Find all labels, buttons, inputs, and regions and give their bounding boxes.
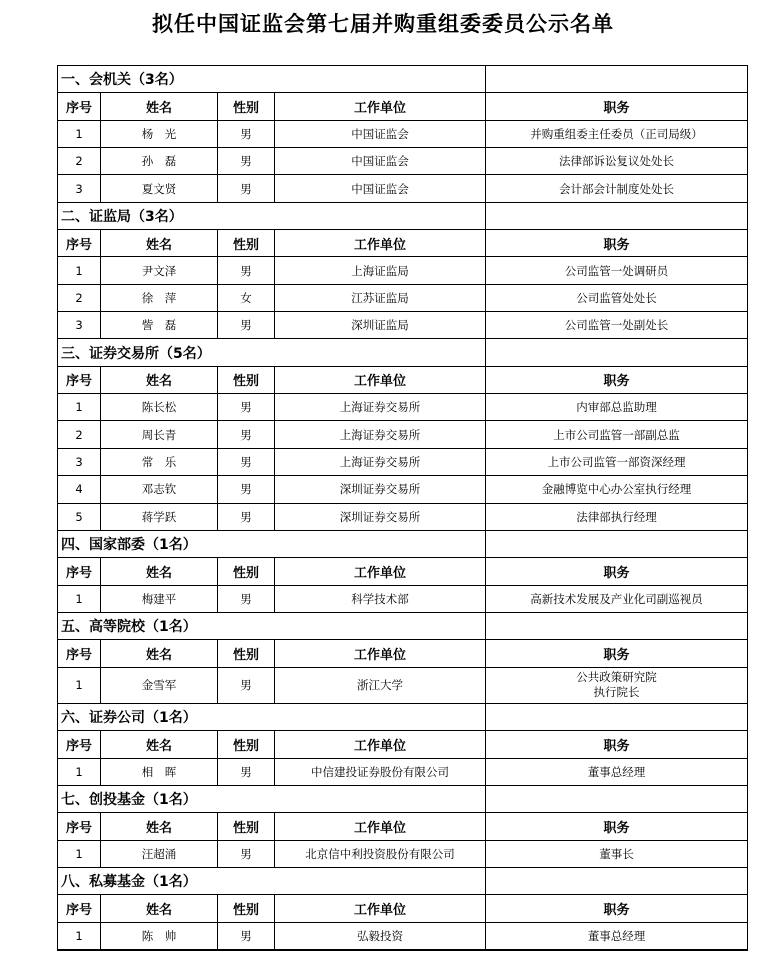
header-gender: 性别	[218, 895, 275, 922]
member-position: 上市公司监管一部资深经理	[486, 448, 748, 475]
member-row	[58, 667, 748, 703]
member-unit: 浙江大学	[275, 667, 486, 703]
member-gender: 男	[218, 120, 275, 147]
header-no: 序号	[58, 731, 101, 758]
section-heading: 二、证监局（3名）	[58, 202, 486, 229]
member-position: 公司监管一处调研员	[486, 257, 748, 284]
column-header-row	[58, 640, 748, 667]
section-heading-row	[58, 867, 748, 894]
column-header-row	[58, 813, 748, 840]
section-heading: 三、证券交易所（5名）	[58, 339, 486, 366]
header-name: 姓名	[101, 366, 218, 393]
member-no: 1	[58, 585, 101, 612]
page-title: 拟任中国证监会第七届并购重组委委员公示名单	[152, 12, 614, 36]
header-name: 姓名	[101, 813, 218, 840]
member-position: 并购重组委主任委员（正司局级）	[486, 120, 748, 147]
member-no: 1	[58, 667, 101, 703]
member-position: 高新技术发展及产业化司副巡视员	[486, 585, 748, 612]
member-name: 訾 磊	[101, 312, 218, 339]
member-position: 上市公司监管一部副总监	[486, 421, 748, 448]
member-row	[58, 476, 748, 503]
member-unit: 中信建投证券股份有限公司	[275, 758, 486, 785]
member-position: 公司监管处处长	[486, 284, 748, 311]
member-gender: 男	[218, 758, 275, 785]
member-unit: 上海证监局	[275, 257, 486, 284]
header-name: 姓名	[101, 558, 218, 585]
section-heading: 五、高等院校（1名）	[58, 612, 486, 639]
header-position: 职务	[486, 731, 748, 758]
member-gender: 男	[218, 421, 275, 448]
member-position: 金融博览中心办公室执行经理	[486, 476, 748, 503]
header-name: 姓名	[101, 93, 218, 120]
section-heading-row	[58, 612, 748, 639]
header-gender: 性别	[218, 640, 275, 667]
member-gender: 男	[218, 503, 275, 530]
member-unit: 科学技术部	[275, 585, 486, 612]
header-unit: 工作单位	[275, 813, 486, 840]
member-row	[58, 120, 748, 147]
header-position: 职务	[486, 230, 748, 257]
member-position-line1: 公共政策研究院	[576, 670, 657, 685]
member-unit: 深圳证券交易所	[275, 503, 486, 530]
member-name: 常 乐	[101, 448, 218, 475]
section-heading: 八、私募基金（1名）	[58, 867, 486, 894]
header-name: 姓名	[101, 895, 218, 922]
member-position: 会计部会计制度处处长	[486, 175, 748, 202]
member-name: 杨 光	[101, 120, 218, 147]
member-gender: 男	[218, 476, 275, 503]
member-name: 蒋学跃	[101, 503, 218, 530]
header-unit: 工作单位	[275, 230, 486, 257]
section-heading-blank	[486, 785, 748, 812]
member-position: 内审部总监助理	[486, 394, 748, 421]
member-name: 陈长松	[101, 394, 218, 421]
member-gender: 男	[218, 175, 275, 202]
member-gender: 男	[218, 667, 275, 703]
section-heading-blank	[486, 867, 748, 894]
member-position: 法律部诉讼复议处处长	[486, 148, 748, 175]
member-unit: 中国证监会	[275, 175, 486, 202]
member-no: 4	[58, 476, 101, 503]
member-no: 1	[58, 840, 101, 867]
member-name: 汪超涌	[101, 840, 218, 867]
member-row	[58, 394, 748, 421]
header-no: 序号	[58, 558, 101, 585]
member-name: 周长青	[101, 421, 218, 448]
header-unit: 工作单位	[275, 558, 486, 585]
member-unit: 中国证监会	[275, 148, 486, 175]
member-gender: 男	[218, 448, 275, 475]
header-unit: 工作单位	[275, 93, 486, 120]
header-position: 职务	[486, 895, 748, 922]
member-no: 1	[58, 120, 101, 147]
section-heading-row	[58, 202, 748, 229]
section-heading: 六、证券公司（1名）	[58, 703, 486, 730]
section-heading-row	[58, 339, 748, 366]
header-position: 职务	[486, 813, 748, 840]
member-name: 梅建平	[101, 585, 218, 612]
section-heading-blank	[486, 339, 748, 366]
section-heading: 一、会机关（3名）	[58, 66, 486, 93]
member-no: 1	[58, 257, 101, 284]
member-row	[58, 922, 748, 949]
member-position: 董事总经理	[486, 922, 748, 949]
column-header-row	[58, 93, 748, 120]
member-unit: 上海证券交易所	[275, 394, 486, 421]
section-heading: 四、国家部委（1名）	[58, 530, 486, 557]
header-no: 序号	[58, 93, 101, 120]
header-unit: 工作单位	[275, 366, 486, 393]
header-no: 序号	[58, 230, 101, 257]
member-position: 法律部执行经理	[486, 503, 748, 530]
header-no: 序号	[58, 895, 101, 922]
member-row	[58, 585, 748, 612]
header-name: 姓名	[101, 731, 218, 758]
member-gender: 女	[218, 284, 275, 311]
section-heading-row	[58, 703, 748, 730]
header-gender: 性别	[218, 230, 275, 257]
member-row	[58, 284, 748, 311]
column-header-row	[58, 895, 748, 922]
section-heading-blank	[486, 530, 748, 557]
header-position: 职务	[486, 558, 748, 585]
member-position: 董事长	[486, 840, 748, 867]
member-row	[58, 312, 748, 339]
member-unit: 江苏证监局	[275, 284, 486, 311]
member-unit: 中国证监会	[275, 120, 486, 147]
member-position	[486, 667, 748, 703]
member-table-body	[58, 66, 748, 950]
column-header-row	[58, 558, 748, 585]
header-gender: 性别	[218, 366, 275, 393]
column-header-row	[58, 230, 748, 257]
section-heading: 七、创投基金（1名）	[58, 785, 486, 812]
header-gender: 性别	[218, 93, 275, 120]
member-table	[57, 65, 748, 951]
section-heading-blank	[486, 202, 748, 229]
header-position: 职务	[486, 366, 748, 393]
member-no: 3	[58, 175, 101, 202]
header-no: 序号	[58, 366, 101, 393]
header-name: 姓名	[101, 640, 218, 667]
member-gender: 男	[218, 585, 275, 612]
header-gender: 性别	[218, 558, 275, 585]
member-row	[58, 448, 748, 475]
header-unit: 工作单位	[275, 731, 486, 758]
header-position: 职务	[486, 93, 748, 120]
member-unit: 北京信中利投资股份有限公司	[275, 840, 486, 867]
member-no: 5	[58, 503, 101, 530]
member-row	[58, 758, 748, 785]
header-position: 职务	[486, 640, 748, 667]
column-header-row	[58, 366, 748, 393]
header-no: 序号	[58, 813, 101, 840]
member-gender: 男	[218, 148, 275, 175]
member-unit: 上海证券交易所	[275, 421, 486, 448]
header-no: 序号	[58, 640, 101, 667]
header-name: 姓名	[101, 230, 218, 257]
member-row	[58, 257, 748, 284]
section-heading-row	[58, 66, 748, 93]
member-name: 徐 萍	[101, 284, 218, 311]
member-name: 金雪军	[101, 667, 218, 703]
member-unit: 深圳证券交易所	[275, 476, 486, 503]
member-name: 相 晖	[101, 758, 218, 785]
header-gender: 性别	[218, 731, 275, 758]
section-heading-blank	[486, 612, 748, 639]
section-heading-row	[58, 530, 748, 557]
member-unit: 弘毅投资	[275, 922, 486, 949]
member-no: 1	[58, 758, 101, 785]
member-row	[58, 421, 748, 448]
member-unit: 上海证券交易所	[275, 448, 486, 475]
header-gender: 性别	[218, 813, 275, 840]
member-position: 董事总经理	[486, 758, 748, 785]
header-unit: 工作单位	[275, 640, 486, 667]
member-name: 尹文泽	[101, 257, 218, 284]
member-no: 2	[58, 421, 101, 448]
section-heading-blank	[486, 66, 748, 93]
member-row	[58, 148, 748, 175]
header-unit: 工作单位	[275, 895, 486, 922]
member-no: 2	[58, 148, 101, 175]
section-heading-row	[58, 785, 748, 812]
member-gender: 男	[218, 257, 275, 284]
member-position-line2: 执行院长	[593, 685, 640, 700]
member-row	[58, 503, 748, 530]
member-gender: 男	[218, 394, 275, 421]
member-name: 夏文贤	[101, 175, 218, 202]
member-position: 公司监管一处副处长	[486, 312, 748, 339]
member-row	[58, 840, 748, 867]
member-gender: 男	[218, 840, 275, 867]
member-gender: 男	[218, 922, 275, 949]
member-gender: 男	[218, 312, 275, 339]
member-unit: 深圳证监局	[275, 312, 486, 339]
member-no: 1	[58, 922, 101, 949]
member-no: 2	[58, 284, 101, 311]
member-name: 邓志钦	[101, 476, 218, 503]
member-name: 孙 磊	[101, 148, 218, 175]
member-no: 3	[58, 312, 101, 339]
member-no: 3	[58, 448, 101, 475]
member-name: 陈 帅	[101, 922, 218, 949]
column-header-row	[58, 731, 748, 758]
section-heading-blank	[486, 703, 748, 730]
member-no: 1	[58, 394, 101, 421]
member-row	[58, 175, 748, 202]
